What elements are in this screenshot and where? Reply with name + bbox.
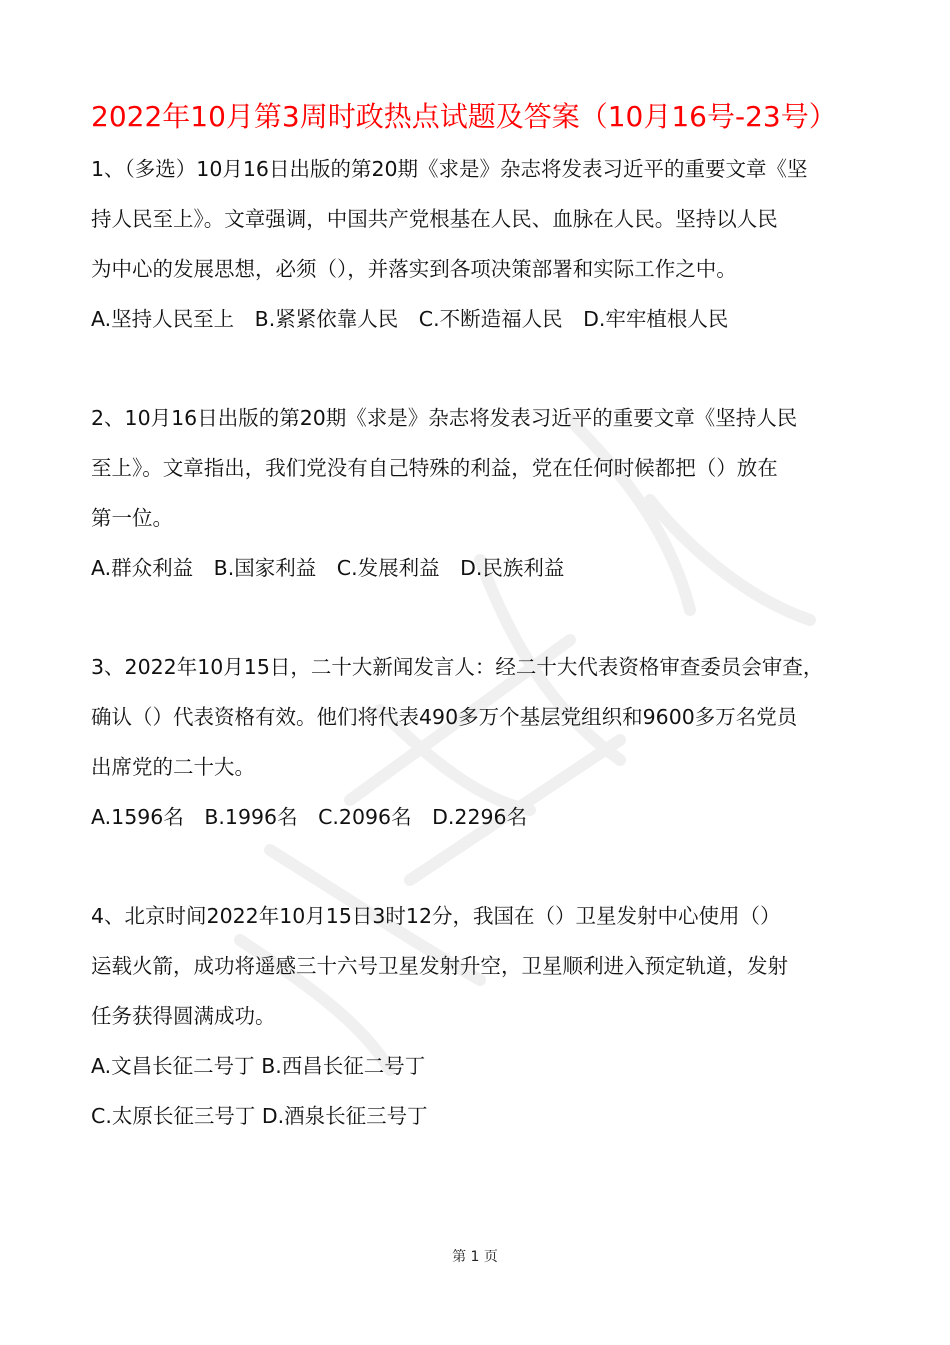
document-title: 2022年10月第3周时政热点试题及答案（10月16号-23号） bbox=[91, 100, 837, 133]
question-1 bbox=[91, 144, 871, 344]
question-4 bbox=[91, 891, 871, 1141]
question-stem-line: 第一位。 bbox=[91, 506, 173, 530]
spacer bbox=[91, 842, 871, 891]
question-options: A.1596名 B.1996名 C.2096名 D.2296名 bbox=[91, 805, 528, 829]
question-stem-line: 4、北京时间2022年10月15日3时12分，我国在（）卫星发射中心使用（） bbox=[91, 904, 781, 928]
question-2 bbox=[91, 393, 871, 593]
question-stem-line: 确认（）代表资格有效。他们将代表490多万个基层党组织和9600多万名党员 bbox=[91, 705, 798, 729]
question-stem-line: 1、（多选）10月16日出版的第20期《求是》杂志将发表习近平的重要文章《坚 bbox=[91, 157, 808, 181]
spacer bbox=[91, 593, 871, 642]
question-stem-line: 为中心的发展思想，必须（），并落实到各项决策部署和实际工作之中。 bbox=[91, 257, 737, 281]
question-stem-line: 出席党的二十大。 bbox=[91, 755, 255, 779]
page-number: 第 1 页 bbox=[452, 1249, 498, 1265]
question-options: C.太原长征三号丁 D.酒泉长征三号丁 bbox=[91, 1104, 428, 1128]
question-stem-line: 运载火箭，成功将遥感三十六号卫星发射升空，卫星顺利进入预定轨道，发射 bbox=[91, 954, 788, 978]
question-stem-line: 2、10月16日出版的第20期《求是》杂志将发表习近平的重要文章《坚持人民 bbox=[91, 406, 798, 430]
document-page bbox=[91, 90, 871, 1141]
question-3 bbox=[91, 642, 871, 842]
question-stem-line: 任务获得圆满成功。 bbox=[91, 1004, 276, 1028]
question-options: A.坚持人民至上 B.紧紧依靠人民 C.不断造福人民 D.牢牢植根人民 bbox=[91, 307, 729, 331]
question-options: A.文昌长征二号丁 B.西昌长征二号丁 bbox=[91, 1054, 426, 1078]
question-stem-line: 持人民至上》。文章强调，中国共产党根基在人民、血脉在人民。坚持以人民 bbox=[91, 207, 778, 231]
question-stem-line: 至上》。文章指出，我们党没有自己特殊的利益，党在任何时候都把（）放在 bbox=[91, 456, 778, 480]
question-stem-line: 3、2022年10月15日，二十大新闻发言人：经二十大代表资格审查委员会审查， bbox=[91, 655, 824, 679]
question-options: A.群众利益 B.国家利益 C.发展利益 D.民族利益 bbox=[91, 556, 565, 580]
spacer bbox=[91, 344, 871, 393]
